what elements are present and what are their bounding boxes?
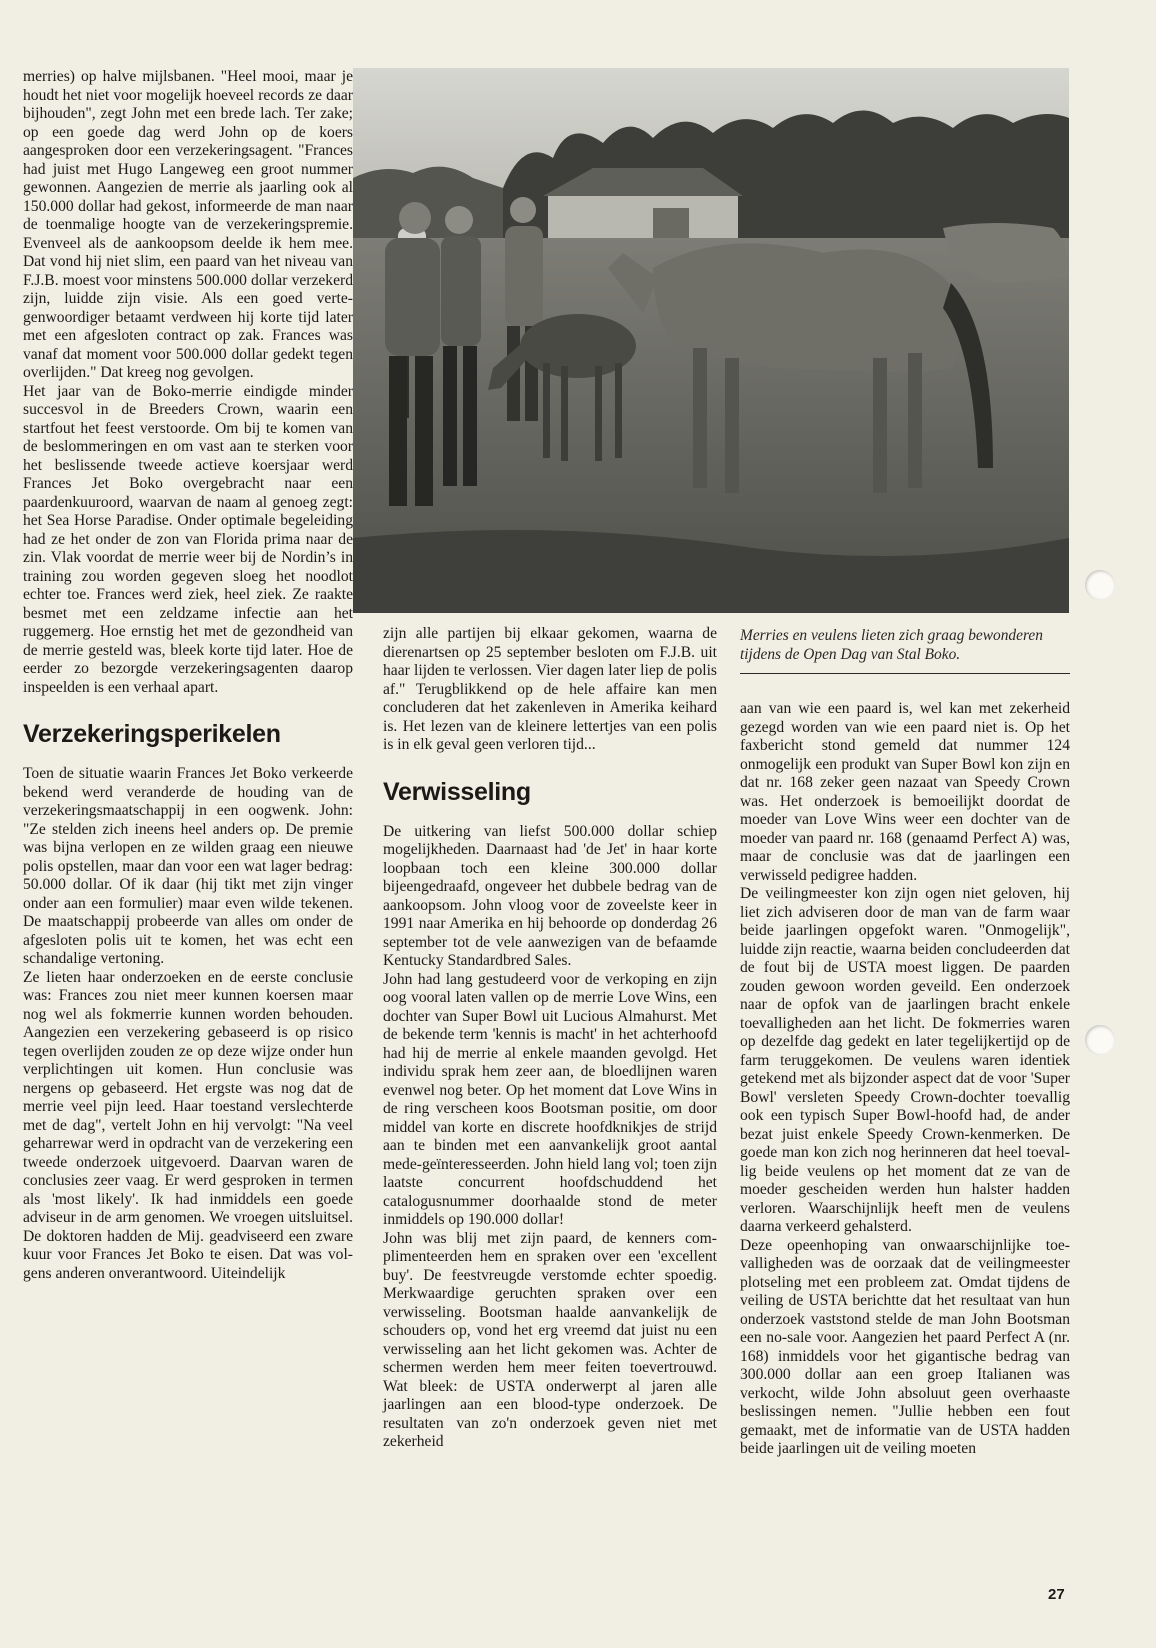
paragraph: John was blij met zijn paard, de kenners complimenteerden hem en spraken over een 'excellent buy'. De feestvreugde verstomde echter spoedig. Merkwaardige geruchten spraken over een verwisseling. Bootsman haalde aanvankelijk de schouders op, vond het erg vreemd dat juist nu een verwisseling aan het licht gekomen was. Achter de schermen werden hem meer feiten toevertrouwd. Wat bleek: de USTA onderwerpt al jaren alle jaarlingen aan een blood-type onderzoek. De resultaten van zo'n onderzoek geven niet met zekerheid [383, 1229, 717, 1450]
paragraph: merries) op halve mijlsbanen. "Heel mooi, maar je houdt het niet voor mogelijk hoeveel records ze daar bijhouden", zegt John met een brede lach. Ter zake; op een goede dag werd John op de koers aangesproken door een verzekeringsagent. "Frances had juist met Hugo Langeweg een groot nummer gewonnen. Aangezien de merrie als jaarling ook al 150.000 dollar had gekost, informeerde de man naar de toenmalige hoogte van de verzekeringspremie. Evenveel als de aankoopsom deelde ik hem mee. Dat vond hij niet slim, een paard van het niveau van F.J.B. moest voor minstens 500.000 dollar verzekerd zijn, luidde zijn visie. Als een goed vertegenwoordiger betaamt verdween hij korte tijd later met een afgesloten contract op zak. Frances was vanaf dat moment voor 500.000 dollar gedekt tegen overlijden." Dat kreeg nog gevolgen. [23, 68, 353, 381]
paragraph: John had lang gestudeerd voor de verkoping en zijn oog vooral laten vallen op de merrie Love Wins, een dochter van Super Bowl uit Lucious Almahurst. Met de bekende term 'kennis is macht' in het achterhoofd had hij de merrie al enkele maanden gevolgd. Het individu sprak hem zeer aan, de bloedlijnen waren evenwel nog beter. Op het moment dat Love Wins in de ring verscheen koos Bootsman positie, om door middel van korte en discrete hoofdknikjes de strijd aan te binden met een aanvankelijk groot aantal mede-geïnteresseerden. John hield lang vol; toen zijn laatste concurrent hoofdschuddend het catalogusnummer doorhaalde stond de meter inmiddels op 190.000 dollar! [383, 970, 717, 1228]
paragraph: zijn alle partijen bij elkaar gekomen, waarna de dierenartsen op 25 september besloten om F.J.B. uit haar lijden te verlossen. Vier dagen later liep de polis af." Terugblikkend op de hele affaire kan men concluderen dat het zakenleven in Amerika keihard is. Het lezen van de kleinere lettertjes van een polis is in elk geval geen verloren tijd... [383, 625, 717, 753]
paragraph: De veilingmeester kon zijn ogen niet geloven, hij liet zich adviseren door de man van de farm waar beide jaarlingen opgefokt waren. "Onmogelijk", luidde zijn reactie, waarna beiden concludeerden dat de fout bij de USTA moest liggen. De paarden zouden gewoon worden geveild. Een onderzoek naar de opfok van de jaarlingen bracht enkele toevalligheden aan het licht. De fokmerries waren op dezelfde dag gedekt en later tegelijkertijd op de farm teruggekomen. De veulens waren identiek getekend met als bijzonder aspect dat de voor 'Super Bowl' versleten Speedy Crown-dochter toevallig ook een typisch Super Bowl-hoofd had, de ander bezat juist enkele Speedy Crown-kenmerken. De goede man kon zich nog herinneren dat heel toevallig beide veulens op het moment dat ze van de moeder gescheiden werden hun halster hadden verloren. Waarschijnlijk heeft men de veulens daarna verkeerd gehalsterd. [740, 885, 1070, 1235]
caption-divider [740, 673, 1070, 674]
section-heading: Verwisseling [383, 777, 531, 806]
paragraph: aan van wie een paard is, wel kan met zekerheid gezegd worden van wie een paard niet is. Op het faxbericht stond gemeld dat nummer 124 onmogelijk een produkt van Super Bowl kon zijn en dat nr. 168 zeker geen nazaat van Speedy Crown was. Het onderzoek is bemoeilijkt doordat de moeder van Love Wins weer een dochter van de moeder van paard nr. 168 (genaamd Perfect A) was, maar de conclusie was dat de jaarlingen een verwisseld pedigree hadden. [740, 700, 1070, 884]
paragraph: De uitkering van liefst 500.000 dollar schiep mogelijkheden. Daarnaast had 'de Jet' in haar korte loopbaan toch een kleine 300.000 dollar bijeengedraafd, ongeveer het dubbele bedrag van de aankoopsom. John vloog voor de zoveelste keer in 1991 naar Amerika en hij behoorde op donderdag 26 september tot de vele aanwezigen van de befaamde Kentucky Standardbred Sales. [383, 822, 717, 969]
text-column-middle [383, 625, 717, 1452]
text-column-left [23, 68, 353, 1283]
text-column-right [740, 700, 1070, 1459]
punch-hole [1085, 570, 1115, 600]
paragraph: Toen de situatie waarin Frances Jet Boko verkeerde bekend werd veranderde de houding van de verzekeringsmaatschappij in een oogwenk. John: "Ze stelden zich ineens heel anders op. De premie was bijna verlopen en ze wilden graag een nieuwe polis opstellen, maar dan voor een wat lager bedrag: 50.000 dollar. Of ik daar (hij tikt met zijn vinger onder aan een formulier) maar even wilde tekenen. De maatschappij probeerde van alles om onder de afgesloten polis uit te komen, het was echt een schandalige vertoning. [23, 765, 353, 967]
paragraph: Deze opeenhoping van onwaarschijnlijke toevalligheden was de oorzaak dat de veilingmeester plotseling met een probleem zat. Omdat tijdens de veiling de USTA berichtte dat het resultaat van hun onderzoek vaststond stelde de man John Bootsman een no-sale voor. Aangezien het paard Perfect A (nr. 168) inmiddels voor het gigantische bedrag van 300.000 dollar aan een groep Italianen was verkocht, wilde John absoluut geen overhaaste beslissingen nemen. "Jullie hebben een fout gemaakt, met de informatie van de USTA hadden beide jaarlingen uit de veiling moeten [740, 1236, 1070, 1457]
paragraph: Ze lieten haar onderzoeken en de eerste conclusie was: Frances zou niet meer kunnen koersen maar nog wel als fokmerrie kunnen worden behouden. Aangezien een verzekering gebaseerd is op risico tegen overlijden zouden ze op deze wijze onder hun verplichtingen uit komen. Hun conclusie was nergens op gebaseerd. Het ergste was nog dat de merrie veel pijn leed. Haar toestand verslechterde met de dag", vertelt John en hij vervolgt: "Na veel geharrewar werd in opdracht van de verzekering een tweede onderzoek uitgevoerd. Daarvan waren de conclusies zeer vaag. Er werd gesproken in termen als 'most likely'. Ik had inmiddels een goede adviseur in de arm genomen. We vroegen uitsluitsel. De doktoren hadden de Mij. geadviseerd een zware kuur voor Frances Jet Boko te eisen. Dat was volgens anderen onverantwoord. Uiteindelijk [23, 968, 353, 1282]
horses-photo [353, 68, 1069, 613]
section-heading: Verzekeringsperikelen [23, 720, 281, 748]
paragraph: Het jaar van de Boko-merrie eindigde minder succesvol in de Breeders Crown, waarin een startfout het feest verstoorde. Om bij te komen van de beslommeringen en om vast aan te sterken voor het beslissende tweede actieve koersjaar werd Frances Jet Boko overgebracht naar een paardenkuuroord, waarvan de naam al genoeg zegt: het Sea Horse Paradise. Onder optimale begeleiding had ze het onder de zon van Florida prima naar de zin. Vlak voordat de merrie weer bij de Nordin’s in training zou worden gegeven sloeg het noodlot echter toe. Frances werd ziek, heel ziek. Ze raakte besmet met een zeldzame infectie aan het ruggemerg. Hoe ernstig het met de gezondheid van de merrie gesteld was, bleek korte tijd later. Hoe de eerder zo bezorgde verzekeringsagenten daarop inspeelden is een verhaal apart. [23, 382, 353, 696]
photo-caption: Merries en veulens lieten zich graag bewonderen tijdens de Open Dag van Stal Boko. [740, 627, 1043, 663]
page-number: 27 [1048, 1586, 1065, 1603]
punch-hole [1085, 1025, 1115, 1055]
